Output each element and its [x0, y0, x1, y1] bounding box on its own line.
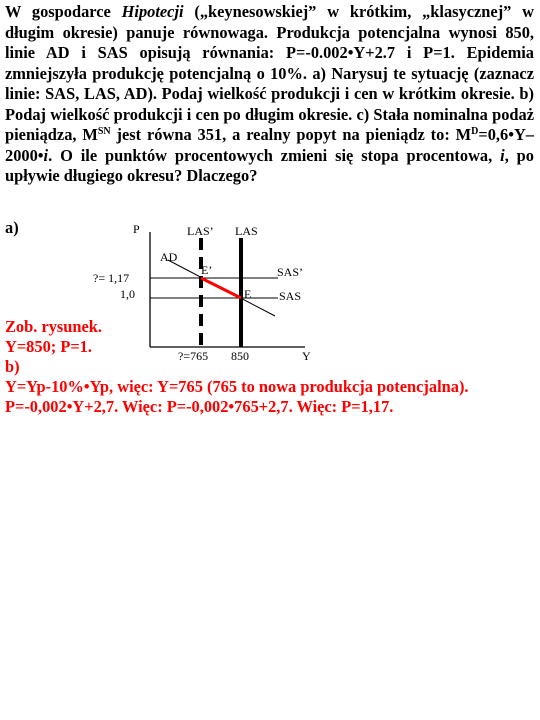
superscript: D: [471, 126, 479, 137]
answer-line: P=-0,002•Y+2,7. Więc: P=-0,002•765+2,7. Więc: P=1,17.: [5, 397, 394, 416]
superscript: SN: [97, 126, 111, 137]
answer-line: Zob. rysunek.: [5, 317, 103, 336]
problem-part: , po upływie długiego okresu? Dlaczego?: [5, 145, 534, 185]
point-e-prime-label: E’: [201, 263, 213, 277]
ad-label: AD: [160, 250, 178, 264]
las-prime-label: LAS’: [187, 224, 214, 238]
price-new-label: ?= 1,17: [93, 271, 130, 285]
answers-block: [5, 317, 469, 417]
problem-part: W gospodarce: [5, 2, 122, 21]
part-a-label: a): [5, 218, 19, 237]
problem-part: jest równa 351, a realny popyt na pieniądz to: M: [110, 125, 472, 144]
sas-label: SAS: [279, 289, 302, 303]
problem-part: („keynesowskiej” w krótkim, „klasycznej” w długim okresie) panuje równowaga. Produkcja potencjalna wynosi 850, linie AD i SAS opisują równania: P=-0.002•Y+2.7 i P=1. Epidemia zmniejszyła produkcję potencjalną o 10%. a) Narysuj te sytuację (zaznacz linie: SAS, LAS, AD). Podaj wielkość produkcji i cen w krótkim okresie. b) Podaj wielkość produkcji i cen po długim okresie. c) Stała nominalna podaż pieniądza, M: [5, 2, 534, 144]
output-old-label: 850: [231, 349, 249, 363]
sas-prime-label: SAS’: [277, 265, 304, 279]
answer-line: b): [5, 357, 20, 376]
p-axis-label: P: [133, 222, 140, 236]
y-axis-label: Y: [302, 349, 311, 363]
answer-line: Y=850; P=1.: [5, 337, 92, 356]
equilibrium-shift-line: [201, 278, 241, 298]
country-name: Hipotecji: [121, 2, 184, 21]
point-e-label: E: [244, 287, 252, 301]
problem-part: =0,6•Y–2000•: [5, 125, 534, 165]
answer-line: Y=Yp-10%•Yp, więc: Y=765 (765 to nowa produkcja potencjalna).: [5, 377, 469, 396]
variable-i: i: [500, 145, 505, 165]
output-new-label: ?=765: [178, 349, 209, 363]
problem-part: . O ile punktów procentowych zmieni się stopa procentowa,: [48, 145, 501, 165]
las-label: LAS: [235, 224, 258, 238]
price-old-label: 1,0: [120, 287, 135, 301]
variable-i: i: [43, 145, 49, 165]
